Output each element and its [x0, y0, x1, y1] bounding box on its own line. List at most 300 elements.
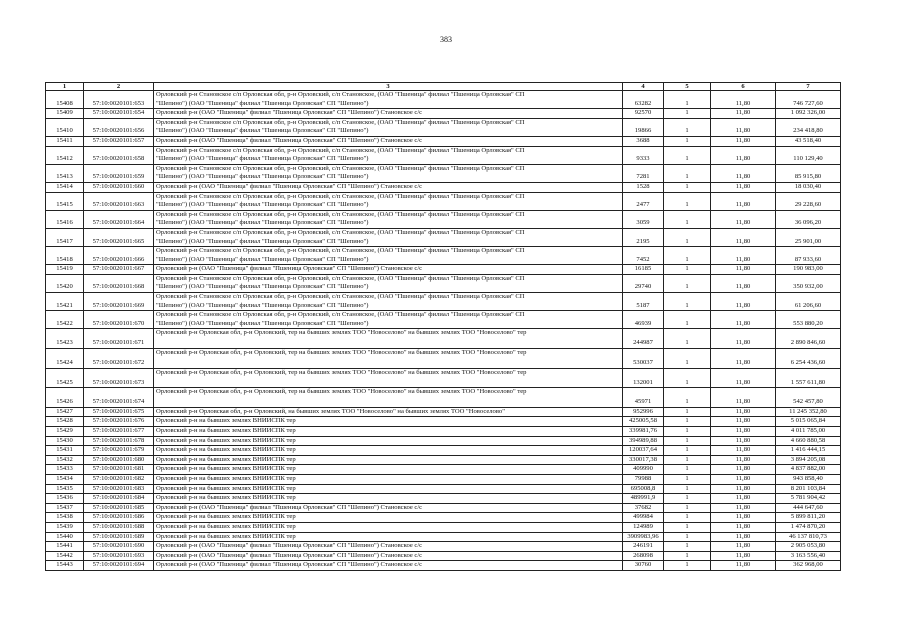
quantity-cell: 1 — [664, 417, 711, 427]
row-number-cell: 15409 — [46, 109, 84, 119]
area-cell: 16185 — [623, 265, 664, 275]
table-row — [46, 164, 841, 182]
total-value-cell: 1 416 444,15 — [776, 446, 841, 456]
quantity-cell: 1 — [664, 182, 711, 192]
rate-cell: 11,80 — [711, 561, 776, 571]
area-cell: 120037,64 — [623, 446, 664, 456]
rate-cell: 11,80 — [711, 551, 776, 561]
table-row — [46, 446, 841, 456]
rate-cell: 11,80 — [711, 513, 776, 523]
address-cell — [154, 503, 623, 513]
row-number-cell: 15437 — [46, 503, 84, 513]
table-row — [46, 146, 841, 164]
table-row — [46, 109, 841, 119]
area-cell: 489991,9 — [623, 494, 664, 504]
row-number-cell: 15438 — [46, 513, 84, 523]
total-value-cell: 61 206,60 — [776, 293, 841, 311]
cadastral-number-cell: 57:10:0020101:663 — [84, 192, 154, 210]
cadastral-number-cell: 57:10:0020101:675 — [84, 407, 154, 417]
quantity-cell: 1 — [664, 446, 711, 456]
table-row — [46, 118, 841, 136]
table-row — [46, 474, 841, 484]
cadastral-number-cell: 57:10:0020101:668 — [84, 274, 154, 292]
table-row — [46, 542, 841, 552]
table-row — [46, 484, 841, 494]
table-row — [46, 136, 841, 146]
address-cell — [154, 474, 623, 484]
rate-cell: 11,80 — [711, 109, 776, 119]
row-number-cell: 15414 — [46, 182, 84, 192]
column-header: 3 — [154, 83, 623, 91]
area-cell: 425005,58 — [623, 417, 664, 427]
total-value-cell: 43 518,40 — [776, 136, 841, 146]
address-line: "Шепино") (ОАО "Пшеница" филиал "Пшеница Орловская" СП "Шепино") — [156, 155, 369, 163]
table-row — [46, 274, 841, 292]
address-line: Орловский р-н Орловская обл, р-н Орловский, тер на бывших землях ТОО "Новоселово" на бывших землях ТОО "Новоселово" тер — [156, 329, 527, 337]
area-cell: 1528 — [623, 182, 664, 192]
rate-cell: 11,80 — [711, 349, 776, 369]
address-cell — [154, 91, 623, 109]
address-cell — [154, 192, 623, 210]
total-value-cell: 190 983,00 — [776, 265, 841, 275]
rate-cell: 11,80 — [711, 436, 776, 446]
row-number-cell: 15418 — [46, 247, 84, 265]
cadastral-number-cell: 57:10:0020101:676 — [84, 417, 154, 427]
total-value-cell: 6 254 436,60 — [776, 349, 841, 369]
header-row — [46, 83, 841, 91]
row-number-cell: 15422 — [46, 311, 84, 329]
quantity-cell: 1 — [664, 388, 711, 408]
quantity-cell: 1 — [664, 329, 711, 349]
total-value-cell: 29 228,60 — [776, 192, 841, 210]
area-cell: 7452 — [623, 247, 664, 265]
row-number-cell: 15428 — [46, 417, 84, 427]
cadastral-number-cell: 57:10:0020101:669 — [84, 293, 154, 311]
table-row — [46, 265, 841, 275]
address-cell — [154, 436, 623, 446]
column-header: 6 — [711, 83, 776, 91]
row-number-cell: 15419 — [46, 265, 84, 275]
row-number-cell: 15433 — [46, 465, 84, 475]
cadastral-number-cell: 57:10:0020101:674 — [84, 388, 154, 408]
cadastral-number-cell: 57:10:0020101:681 — [84, 465, 154, 475]
rate-cell: 11,80 — [711, 274, 776, 292]
cadastral-number-cell: 57:10:0020101:688 — [84, 522, 154, 532]
total-value-cell: 4 011 785,00 — [776, 427, 841, 437]
cadastral-number-cell: 57:10:0020101:664 — [84, 210, 154, 228]
row-number-cell: 15413 — [46, 164, 84, 182]
address-line: Орловский р-н Орловская обл, р-н Орловский, тер на бывших землях ТОО "Новоселово" на бывших землях ТОО "Новоселово" тер — [156, 388, 527, 396]
table-row — [46, 311, 841, 329]
rate-cell: 11,80 — [711, 146, 776, 164]
address-line: Орловский р-н на бывших землях ВНИИСПК тер — [156, 522, 296, 530]
total-value-cell: 46 137 810,73 — [776, 532, 841, 542]
address-line: "Шепино") (ОАО "Пшеница" филиал "Пшеница Орловская" СП "Шепино") — [156, 319, 369, 327]
quantity-cell: 1 — [664, 465, 711, 475]
area-cell: 9333 — [623, 146, 664, 164]
address-line: Орловский р-н Становское с/п Орловская обл, р-н Орловский, с/п Становское, (ОАО "Пшеница" филиал "Пшеница Орловская" СП — [156, 293, 525, 301]
row-number-cell: 15440 — [46, 532, 84, 542]
rate-cell: 11,80 — [711, 474, 776, 484]
table-row — [46, 182, 841, 192]
area-cell: 46939 — [623, 311, 664, 329]
area-cell: 530037 — [623, 349, 664, 369]
address-cell — [154, 446, 623, 456]
total-value-cell: 87 933,60 — [776, 247, 841, 265]
column-header: 5 — [664, 83, 711, 91]
address-line: Орловский р-н Становское с/п Орловская обл, р-н Орловский, с/п Становское, (ОАО "Пшеница" филиал "Пшеница Орловская" СП — [156, 311, 525, 319]
area-cell: 45971 — [623, 388, 664, 408]
total-value-cell: 5 781 904,42 — [776, 494, 841, 504]
address-line: Орловский р-н Орловская обл, р-н Орловский, на бывших землях ТОО "Новоселово" на бывших землях ТОО "Новоселово" — [156, 407, 505, 415]
address-line: "Шепино") (ОАО "Пшеница" филиал "Пшеница Орловская" СП "Шепино") — [156, 201, 369, 209]
quantity-cell: 1 — [664, 474, 711, 484]
address-cell — [154, 542, 623, 552]
total-value-cell: 36 096,20 — [776, 210, 841, 228]
total-value-cell: 18 030,40 — [776, 182, 841, 192]
address-line: "Шепино") (ОАО "Пшеница" филиал "Пшеница Орловская" СП "Шепино") — [156, 173, 369, 181]
area-cell: 92570 — [623, 109, 664, 119]
table-row — [46, 532, 841, 542]
cadastral-number-cell: 57:10:0020101:679 — [84, 446, 154, 456]
table-row — [46, 91, 841, 109]
quantity-cell: 1 — [664, 311, 711, 329]
cadastral-number-cell: 57:10:0020101:677 — [84, 427, 154, 437]
table-row — [46, 247, 841, 265]
cadastral-number-cell: 57:10:0020101:657 — [84, 136, 154, 146]
quantity-cell: 1 — [664, 192, 711, 210]
address-cell — [154, 427, 623, 437]
table-row — [46, 561, 841, 571]
address-line: Орловский р-н на бывших землях ВНИИСПК тер — [156, 474, 296, 482]
rate-cell: 11,80 — [711, 494, 776, 504]
table-row — [46, 494, 841, 504]
row-number-cell: 15435 — [46, 484, 84, 494]
row-number-cell: 15425 — [46, 368, 84, 388]
quantity-cell: 1 — [664, 494, 711, 504]
address-line: Орловский р-н (ОАО "Пшеница" филиал "Пшеница Орловская" СП "Шепино") Становское с/с — [156, 503, 423, 511]
address-cell — [154, 532, 623, 542]
table-row — [46, 293, 841, 311]
cadastral-number-cell: 57:10:0020101:660 — [84, 182, 154, 192]
page-number: 383 — [440, 35, 452, 44]
area-cell: 268098 — [623, 551, 664, 561]
address-line: Орловский р-н Орловская обл, р-н Орловский, тер на бывших землях ТОО "Новоселово" на бывших землях ТОО "Новоселово" тер — [156, 349, 527, 357]
cadastral-number-cell: 57:10:0020101:686 — [84, 513, 154, 523]
cadastral-number-cell: 57:10:0020101:672 — [84, 349, 154, 369]
area-cell: 2195 — [623, 228, 664, 246]
address-line: Орловский р-н Становское с/п Орловская обл, р-н Орловский, с/п Становское, (ОАО "Пшеница" филиал "Пшеница Орловская" СП — [156, 274, 525, 282]
row-number-cell: 15416 — [46, 210, 84, 228]
address-line: "Шепино") (ОАО "Пшеница" филиал "Пшеница Орловская" СП "Шепино") — [156, 127, 369, 135]
cadastral-number-cell: 57:10:0020101:693 — [84, 551, 154, 561]
table-row — [46, 388, 841, 408]
address-line — [156, 379, 620, 388]
row-number-cell: 15441 — [46, 542, 84, 552]
quantity-cell: 1 — [664, 513, 711, 523]
cadastral-number-cell: 57:10:0020101:689 — [84, 532, 154, 542]
table-row — [46, 329, 841, 349]
address-line: Орловский р-н Орловская обл, р-н Орловский, тер на бывших землях ТОО "Новоселово" на бывших землях ТОО "Новоселово" тер — [156, 368, 527, 376]
rate-cell: 11,80 — [711, 532, 776, 542]
address-line: Орловский р-н (ОАО "Пшеница" филиал "Пшеница Орловская" СП "Шепино") Становское с/с — [156, 182, 423, 190]
total-value-cell: 234 418,80 — [776, 118, 841, 136]
quantity-cell: 1 — [664, 427, 711, 437]
address-line: "Шепино") (ОАО "Пшеница" филиал "Пшеница Орловская" СП "Шепино") — [156, 301, 369, 309]
rate-cell: 11,80 — [711, 417, 776, 427]
quantity-cell: 1 — [664, 136, 711, 146]
rate-cell: 11,80 — [711, 182, 776, 192]
row-number-cell: 15431 — [46, 446, 84, 456]
address-line: "Шепино") (ОАО "Пшеница" филиал "Пшеница Орловская" СП "Шепино") — [156, 255, 369, 263]
address-cell — [154, 109, 623, 119]
row-number-cell: 15434 — [46, 474, 84, 484]
table-row — [46, 349, 841, 369]
quantity-cell: 1 — [664, 503, 711, 513]
address-line: Орловский р-н (ОАО "Пшеница" филиал "Пшеница Орловская" СП "Шепино") Становское с/с — [156, 109, 423, 117]
quantity-cell: 1 — [664, 484, 711, 494]
rate-cell: 11,80 — [711, 164, 776, 182]
rate-cell: 11,80 — [711, 503, 776, 513]
address-cell — [154, 522, 623, 532]
cadastral-number-cell: 57:10:0020101:685 — [84, 503, 154, 513]
address-cell — [154, 388, 623, 408]
cadastral-number-cell: 57:10:0020101:671 — [84, 329, 154, 349]
total-value-cell: 3 163 556,40 — [776, 551, 841, 561]
quantity-cell: 1 — [664, 247, 711, 265]
address-cell — [154, 368, 623, 388]
address-line — [156, 339, 620, 348]
cadastral-number-cell: 57:10:0020101:673 — [84, 368, 154, 388]
area-cell: 246191 — [623, 542, 664, 552]
table-row — [46, 513, 841, 523]
row-number-cell: 15411 — [46, 136, 84, 146]
address-cell — [154, 164, 623, 182]
rate-cell: 11,80 — [711, 192, 776, 210]
address-cell — [154, 417, 623, 427]
quantity-cell: 1 — [664, 228, 711, 246]
address-line — [156, 359, 620, 368]
address-line: Орловский р-н Становское с/п Орловская обл, р-н Орловский, с/п Становское, (ОАО "Пшеница" филиал "Пшеница Орловская" СП — [156, 228, 525, 236]
address-line: Орловский р-н на бывших землях ВНИИСПК тер — [156, 465, 296, 473]
address-line: "Шепино") (ОАО "Пшеница" филиал "Пшеница Орловская" СП "Шепино") — [156, 283, 369, 291]
column-header: 2 — [84, 83, 154, 91]
area-cell: 37682 — [623, 503, 664, 513]
row-number-cell: 15436 — [46, 494, 84, 504]
address-line: "Шепино") (ОАО "Пшеница" филиал "Пшеница Орловская" СП "Шепино") — [156, 99, 369, 107]
row-number-cell: 15427 — [46, 407, 84, 417]
quantity-cell: 1 — [664, 210, 711, 228]
address-line: Орловский р-н на бывших землях ВНИИСПК тер — [156, 513, 296, 521]
address-line: Орловский р-н (ОАО "Пшеница" филиал "Пшеница Орловская" СП "Шепино") Становское с/с — [156, 551, 423, 559]
column-header: 4 — [623, 83, 664, 91]
address-line: Орловский р-н Становское с/п Орловская обл, р-н Орловский, с/п Становское, (ОАО "Пшеница" филиал "Пшеница Орловская" СП — [156, 91, 525, 98]
row-number-cell: 15412 — [46, 146, 84, 164]
address-cell — [154, 561, 623, 571]
total-value-cell: 1 557 611,80 — [776, 368, 841, 388]
rate-cell: 11,80 — [711, 293, 776, 311]
cadastral-number-cell: 57:10:0020101:694 — [84, 561, 154, 571]
row-number-cell: 15430 — [46, 436, 84, 446]
column-header: 1 — [46, 83, 84, 91]
address-cell — [154, 118, 623, 136]
area-cell: 63282 — [623, 91, 664, 109]
address-cell — [154, 293, 623, 311]
quantity-cell: 1 — [664, 522, 711, 532]
row-number-cell: 15442 — [46, 551, 84, 561]
area-cell: 330017,38 — [623, 455, 664, 465]
address-line: "Шепино") (ОАО "Пшеница" филиал "Пшеница Орловская" СП "Шепино") — [156, 219, 369, 227]
total-value-cell: 3 894 205,08 — [776, 455, 841, 465]
address-cell — [154, 136, 623, 146]
address-cell — [154, 494, 623, 504]
area-cell: 3688 — [623, 136, 664, 146]
rate-cell: 11,80 — [711, 247, 776, 265]
area-cell: 3059 — [623, 210, 664, 228]
total-value-cell: 350 932,00 — [776, 274, 841, 292]
row-number-cell: 15424 — [46, 349, 84, 369]
rate-cell: 11,80 — [711, 427, 776, 437]
quantity-cell: 1 — [664, 91, 711, 109]
address-cell — [154, 274, 623, 292]
cadastral-number-cell: 57:10:0020101:678 — [84, 436, 154, 446]
total-value-cell: 4 837 882,00 — [776, 465, 841, 475]
address-cell — [154, 349, 623, 369]
rate-cell: 11,80 — [711, 388, 776, 408]
area-cell: 124989 — [623, 522, 664, 532]
rate-cell: 11,80 — [711, 455, 776, 465]
cadastral-number-cell: 57:10:0020101:667 — [84, 265, 154, 275]
rate-cell: 11,80 — [711, 91, 776, 109]
table-row — [46, 368, 841, 388]
address-cell — [154, 465, 623, 475]
address-cell — [154, 551, 623, 561]
total-value-cell: 5 899 811,20 — [776, 513, 841, 523]
address-line: Орловский р-н на бывших землях ВНИИСПК тер — [156, 455, 296, 463]
cadastral-number-cell: 57:10:0020101:665 — [84, 228, 154, 246]
cadastral-number-cell: 57:10:0020101:659 — [84, 164, 154, 182]
table-row — [46, 228, 841, 246]
address-cell — [154, 484, 623, 494]
rate-cell: 11,80 — [711, 407, 776, 417]
total-value-cell: 2 890 846,60 — [776, 329, 841, 349]
quantity-cell: 1 — [664, 164, 711, 182]
address-cell — [154, 265, 623, 275]
cadastral-number-cell: 57:10:0020101:658 — [84, 146, 154, 164]
address-line: Орловский р-н Становское с/п Орловская обл, р-н Орловский, с/п Становское, (ОАО "Пшеница" филиал "Пшеница Орловская" СП — [156, 210, 525, 218]
rate-cell: 11,80 — [711, 228, 776, 246]
total-value-cell: 362 968,00 — [776, 561, 841, 571]
total-value-cell: 444 647,60 — [776, 503, 841, 513]
row-number-cell: 15408 — [46, 91, 84, 109]
cadastral-number-cell: 57:10:0020101:654 — [84, 109, 154, 119]
area-cell: 19866 — [623, 118, 664, 136]
address-line: Орловский р-н на бывших землях ВНИИСПК тер — [156, 494, 296, 502]
table-row — [46, 417, 841, 427]
quantity-cell: 1 — [664, 551, 711, 561]
address-line: Орловский р-н на бывших землях ВНИИСПК тер — [156, 436, 296, 444]
address-line: Орловский р-н (ОАО "Пшеница" филиал "Пшеница Орловская" СП "Шепино") Становское с/с — [156, 265, 423, 273]
area-cell: 409990 — [623, 465, 664, 475]
cadastral-number-cell: 57:10:0020101:653 — [84, 91, 154, 109]
total-value-cell: 553 880,20 — [776, 311, 841, 329]
quantity-cell: 1 — [664, 349, 711, 369]
address-line: Орловский р-н на бывших землях ВНИИСПК тер — [156, 484, 296, 492]
row-number-cell: 15443 — [46, 561, 84, 571]
rate-cell: 11,80 — [711, 542, 776, 552]
total-value-cell: 11 245 352,80 — [776, 407, 841, 417]
area-cell: 7281 — [623, 164, 664, 182]
row-number-cell: 15415 — [46, 192, 84, 210]
table-row — [46, 427, 841, 437]
total-value-cell: 4 660 880,58 — [776, 436, 841, 446]
cadastral-number-cell: 57:10:0020101:683 — [84, 484, 154, 494]
quantity-cell: 1 — [664, 561, 711, 571]
quantity-cell: 1 — [664, 274, 711, 292]
area-cell: 499984 — [623, 513, 664, 523]
cadastral-number-cell: 57:10:0020101:680 — [84, 455, 154, 465]
quantity-cell: 1 — [664, 532, 711, 542]
quantity-cell: 1 — [664, 109, 711, 119]
total-value-cell: 943 858,40 — [776, 474, 841, 484]
rate-cell: 11,80 — [711, 311, 776, 329]
address-line: "Шепино") (ОАО "Пшеница" филиал "Пшеница Орловская" СП "Шепино") — [156, 237, 369, 245]
address-line: Орловский р-н (ОАО "Пшеница" филиал "Пшеница Орловская" СП "Шепино") Становское с/с — [156, 136, 423, 144]
row-number-cell: 15410 — [46, 118, 84, 136]
area-cell: 132001 — [623, 368, 664, 388]
total-value-cell: 542 457,80 — [776, 388, 841, 408]
quantity-cell: 1 — [664, 455, 711, 465]
area-cell: 339981,76 — [623, 427, 664, 437]
area-cell: 394989,88 — [623, 436, 664, 446]
area-cell: 30760 — [623, 561, 664, 571]
row-number-cell: 15429 — [46, 427, 84, 437]
rate-cell: 11,80 — [711, 522, 776, 532]
address-cell — [154, 247, 623, 265]
quantity-cell: 1 — [664, 265, 711, 275]
quantity-cell: 1 — [664, 293, 711, 311]
address-line: Орловский р-н Становское с/п Орловская обл, р-н Орловский, с/п Становское, (ОАО "Пшеница" филиал "Пшеница Орловская" СП — [156, 192, 525, 200]
address-line: Орловский р-н (ОАО "Пшеница" филиал "Пшеница Орловская" СП "Шепино") Становское с/с — [156, 561, 423, 569]
row-number-cell: 15423 — [46, 329, 84, 349]
table-row — [46, 465, 841, 475]
address-cell — [154, 455, 623, 465]
address-line: Орловский р-н Становское с/п Орловская обл, р-н Орловский, с/п Становское, (ОАО "Пшеница" филиал "Пшеница Орловская" СП — [156, 247, 525, 255]
area-cell: 952996 — [623, 407, 664, 417]
table-row — [46, 455, 841, 465]
rate-cell: 11,80 — [711, 484, 776, 494]
rate-cell: 11,80 — [711, 368, 776, 388]
land-plots-table — [45, 82, 841, 571]
area-cell: 79988 — [623, 474, 664, 484]
total-value-cell: 1 474 870,20 — [776, 522, 841, 532]
address-cell — [154, 228, 623, 246]
table-row — [46, 436, 841, 446]
row-number-cell: 15426 — [46, 388, 84, 408]
cadastral-number-cell: 57:10:0020101:682 — [84, 474, 154, 484]
table-row — [46, 551, 841, 561]
quantity-cell: 1 — [664, 436, 711, 446]
table-row — [46, 407, 841, 417]
row-number-cell: 15421 — [46, 293, 84, 311]
address-cell — [154, 210, 623, 228]
address-cell — [154, 407, 623, 417]
row-number-cell: 15432 — [46, 455, 84, 465]
rate-cell: 11,80 — [711, 118, 776, 136]
quantity-cell: 1 — [664, 542, 711, 552]
rate-cell: 11,80 — [711, 136, 776, 146]
total-value-cell: 85 915,80 — [776, 164, 841, 182]
